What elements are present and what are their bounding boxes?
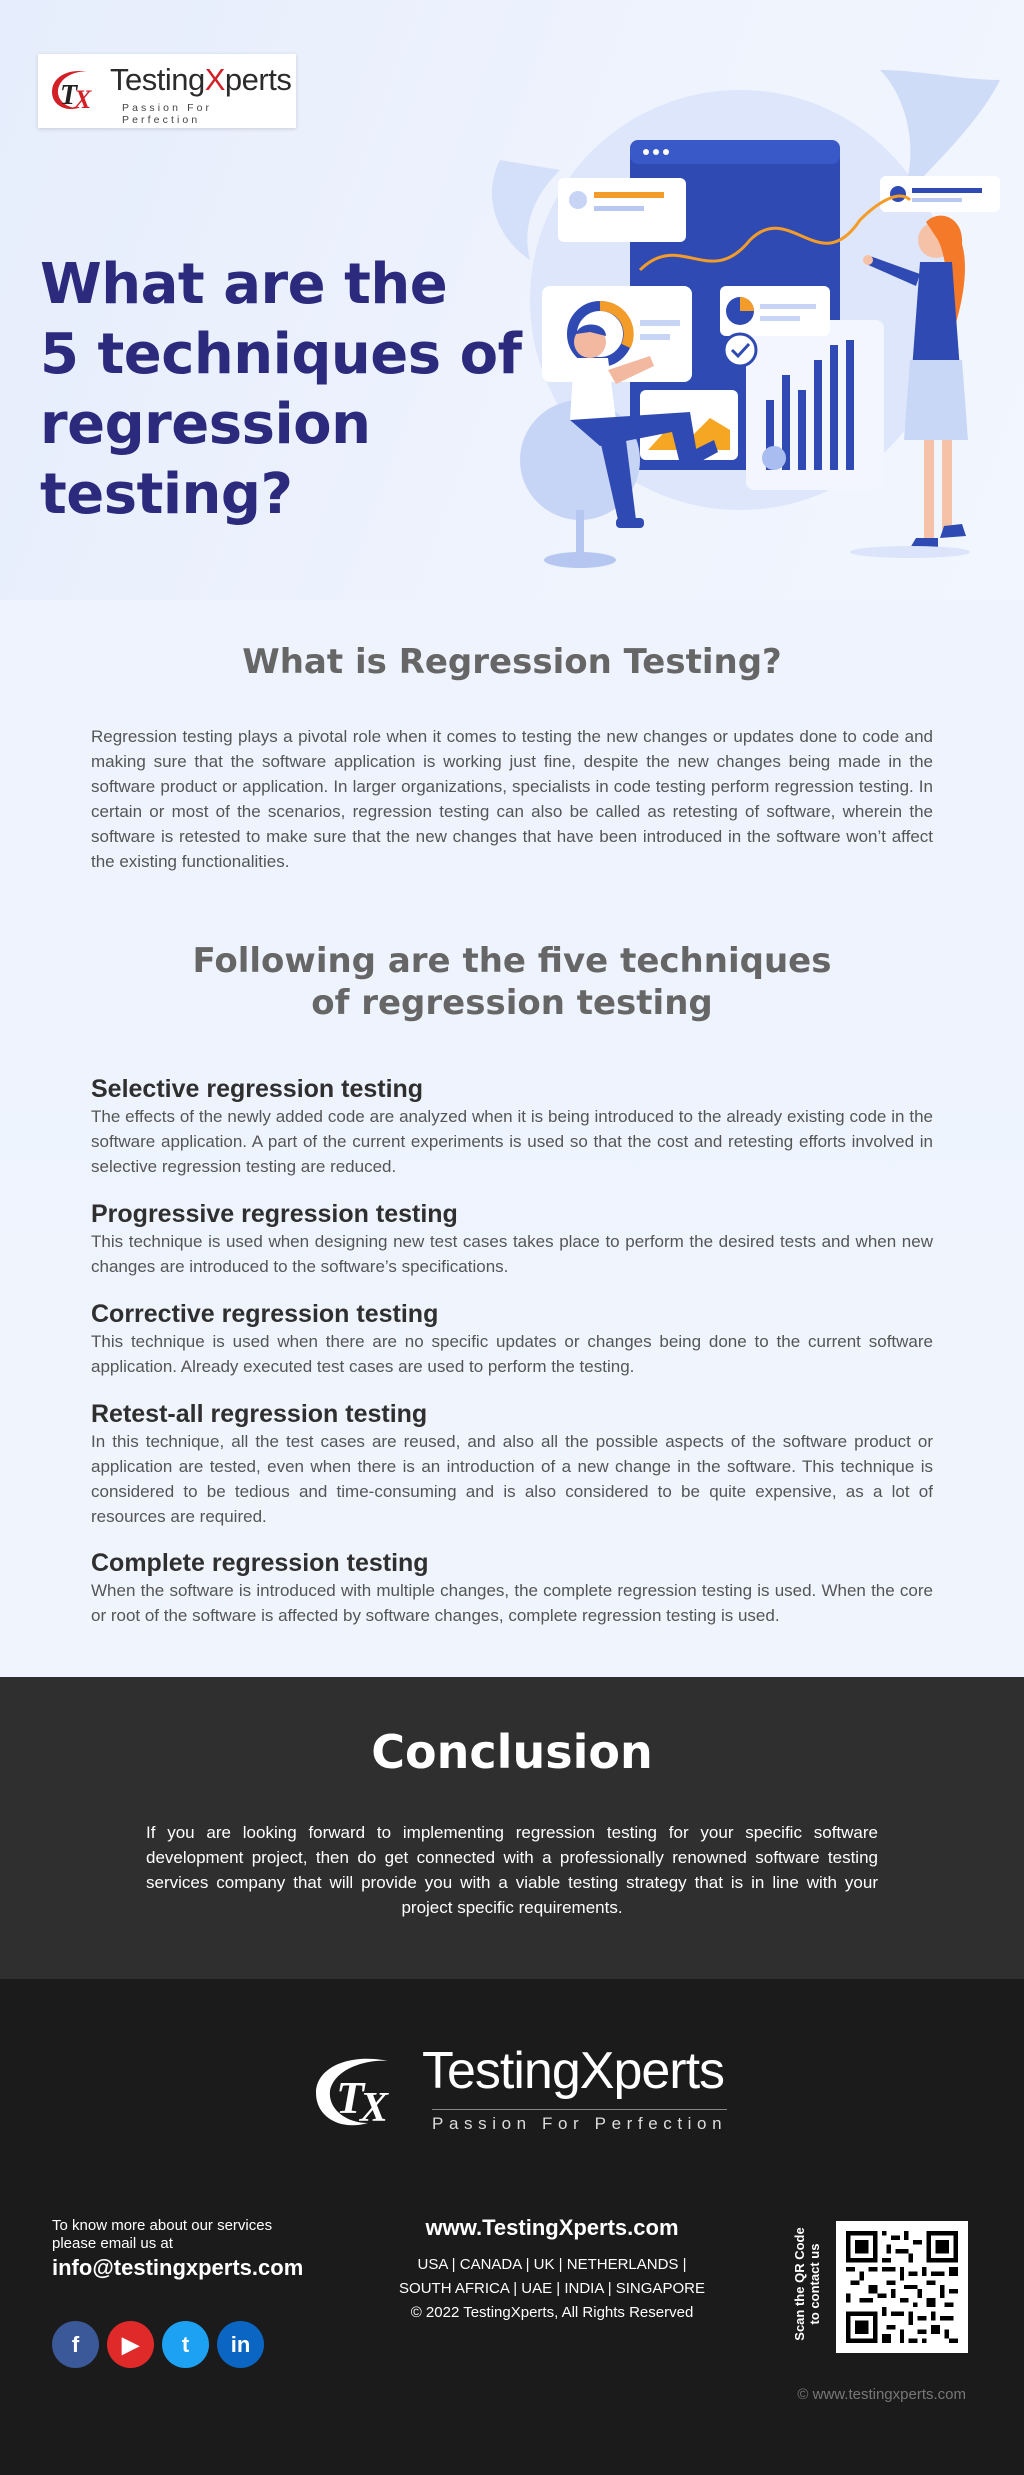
- technique-description: This technique is used when there are no specific updates or changes being done to the current software application. Already executed test cases are used to perform the testing.: [91, 1332, 933, 1376]
- hero-title-line-2: 5 techniques of: [40, 322, 522, 387]
- technique-complete: [91, 1548, 933, 1628]
- svg-text:T: T: [336, 2072, 365, 2123]
- techniques-heading-line-2: of regression testing: [311, 983, 713, 1023]
- technique-progressive: [91, 1199, 933, 1279]
- copyright: © 2022 TestingXperts, All Rights Reserved: [410, 2304, 694, 2321]
- svg-text:T: T: [60, 80, 78, 111]
- technique-description: When the software is introduced with multiple changes, the complete regression testing is used. When the core or root of the software is affected by software changes, complete regression testing is used.: [91, 1581, 933, 1625]
- qr-label-line-2: to contact us: [807, 2243, 822, 2325]
- technique-retest-all: [91, 1399, 933, 1529]
- footer-logo-tagline: Passion For Perfection: [432, 2109, 727, 2134]
- logo-wordmark: TestingXperts: [110, 62, 292, 97]
- svg-text:X: X: [360, 2085, 389, 2131]
- website-link[interactable]: www.TestingXperts.com: [425, 2215, 679, 2240]
- twitter-icon[interactable]: t: [162, 2321, 209, 2368]
- conclusion-paragraph: If you are looking forward to implementing regression testing for your specific software development project, then do get connected with a professionally renowned software testing services company that will provide you with a viable testing strategy that is in line with your project specific requirements.: [146, 1823, 878, 1917]
- footer-tx-logo-icon: [310, 2049, 410, 2135]
- technique-description: The effects of the newly added code are analyzed when it is being introduced to the already existing code in the software application. A part of the current experiments is used so that the cost and retesting efforts involved in selective regression testing are reduced.: [91, 1107, 933, 1176]
- conclusion-section: [0, 1677, 1024, 1979]
- qr-code[interactable]: [836, 2221, 968, 2353]
- technique-title: Retest-all regression testing: [91, 1400, 428, 1428]
- technique-title: Selective regression testing: [91, 1075, 424, 1103]
- locations-line-1: USA | CANADA | UK | NETHERLANDS |: [417, 2256, 687, 2273]
- qr-code-icon: [846, 2231, 958, 2343]
- qr-label: [792, 2219, 828, 2349]
- logo-tagline: Passion For Perfection: [122, 102, 213, 126]
- contact-prompt: To know more about our services please email us at: [52, 2217, 273, 2252]
- technique-title: Corrective regression testing: [91, 1300, 439, 1328]
- hero-section: [0, 0, 1024, 600]
- hero-illustration: [440, 40, 1024, 600]
- technique-description: This technique is used when designing new test cases takes place to perform the desired tests and when new changes are introduced to the software’s specifications.: [91, 1232, 933, 1276]
- footer: [0, 1979, 1024, 2475]
- technique-description: In this technique, all the test cases are reused, and also all the possible aspects of the software product or application are tested, even when there is an introduction of a new change in the software. This technique is considered to be tedious and time-consuming and is also considered to be quite expensive, as a lot of resources are required.: [91, 1432, 933, 1526]
- youtube-icon[interactable]: ▶: [107, 2321, 154, 2368]
- technique-title: Progressive regression testing: [91, 1200, 458, 1228]
- technique-title: Complete regression testing: [91, 1549, 429, 1577]
- intro-heading: What is Regression Testing?: [242, 642, 782, 682]
- contact-email-link[interactable]: info@testingxperts.com: [52, 2255, 304, 2280]
- techniques-heading: [0, 940, 1024, 1024]
- hero-title-line-1: What are the: [40, 252, 448, 317]
- footer-center-block: [370, 2215, 734, 2325]
- tx-logo-icon: [48, 64, 102, 118]
- watermark: © www.testingxperts.com: [797, 2386, 966, 2403]
- brand-logo[interactable]: [38, 54, 296, 128]
- locations-line-2: SOUTH AFRICA | UAE | INDIA | SINGAPORE: [399, 2280, 705, 2297]
- intro-paragraph: Regression testing plays a pivotal role when it comes to testing the new changes or updates done to code and making sure that the software application is working just fine, despite the new changes being made in the software product or application. In larger organizations, specialists in code testing perform regression testing. In certain or most of the scenarios, regression testing can also be called as retesting of software, wherein the software is retested to make sure that the new changes that have been introduced in the software won’t affect the existing functionalities.: [91, 727, 933, 871]
- qr-label-line-1: Scan the QR Code: [792, 2227, 807, 2341]
- techniques-heading-line-1: Following are the five techniques: [192, 941, 832, 981]
- hero-title-line-3: regression testing?: [40, 392, 371, 527]
- conclusion-heading: Conclusion: [371, 1725, 653, 1779]
- footer-logo-wordmark[interactable]: TestingXperts: [422, 2042, 725, 2100]
- technique-selective: [91, 1074, 933, 1179]
- svg-text:X: X: [74, 85, 92, 114]
- facebook-icon[interactable]: f: [52, 2321, 99, 2368]
- linkedin-icon[interactable]: in: [217, 2321, 264, 2368]
- social-links: [52, 2321, 264, 2368]
- technique-corrective: [91, 1299, 933, 1379]
- content-section: [0, 600, 1024, 1677]
